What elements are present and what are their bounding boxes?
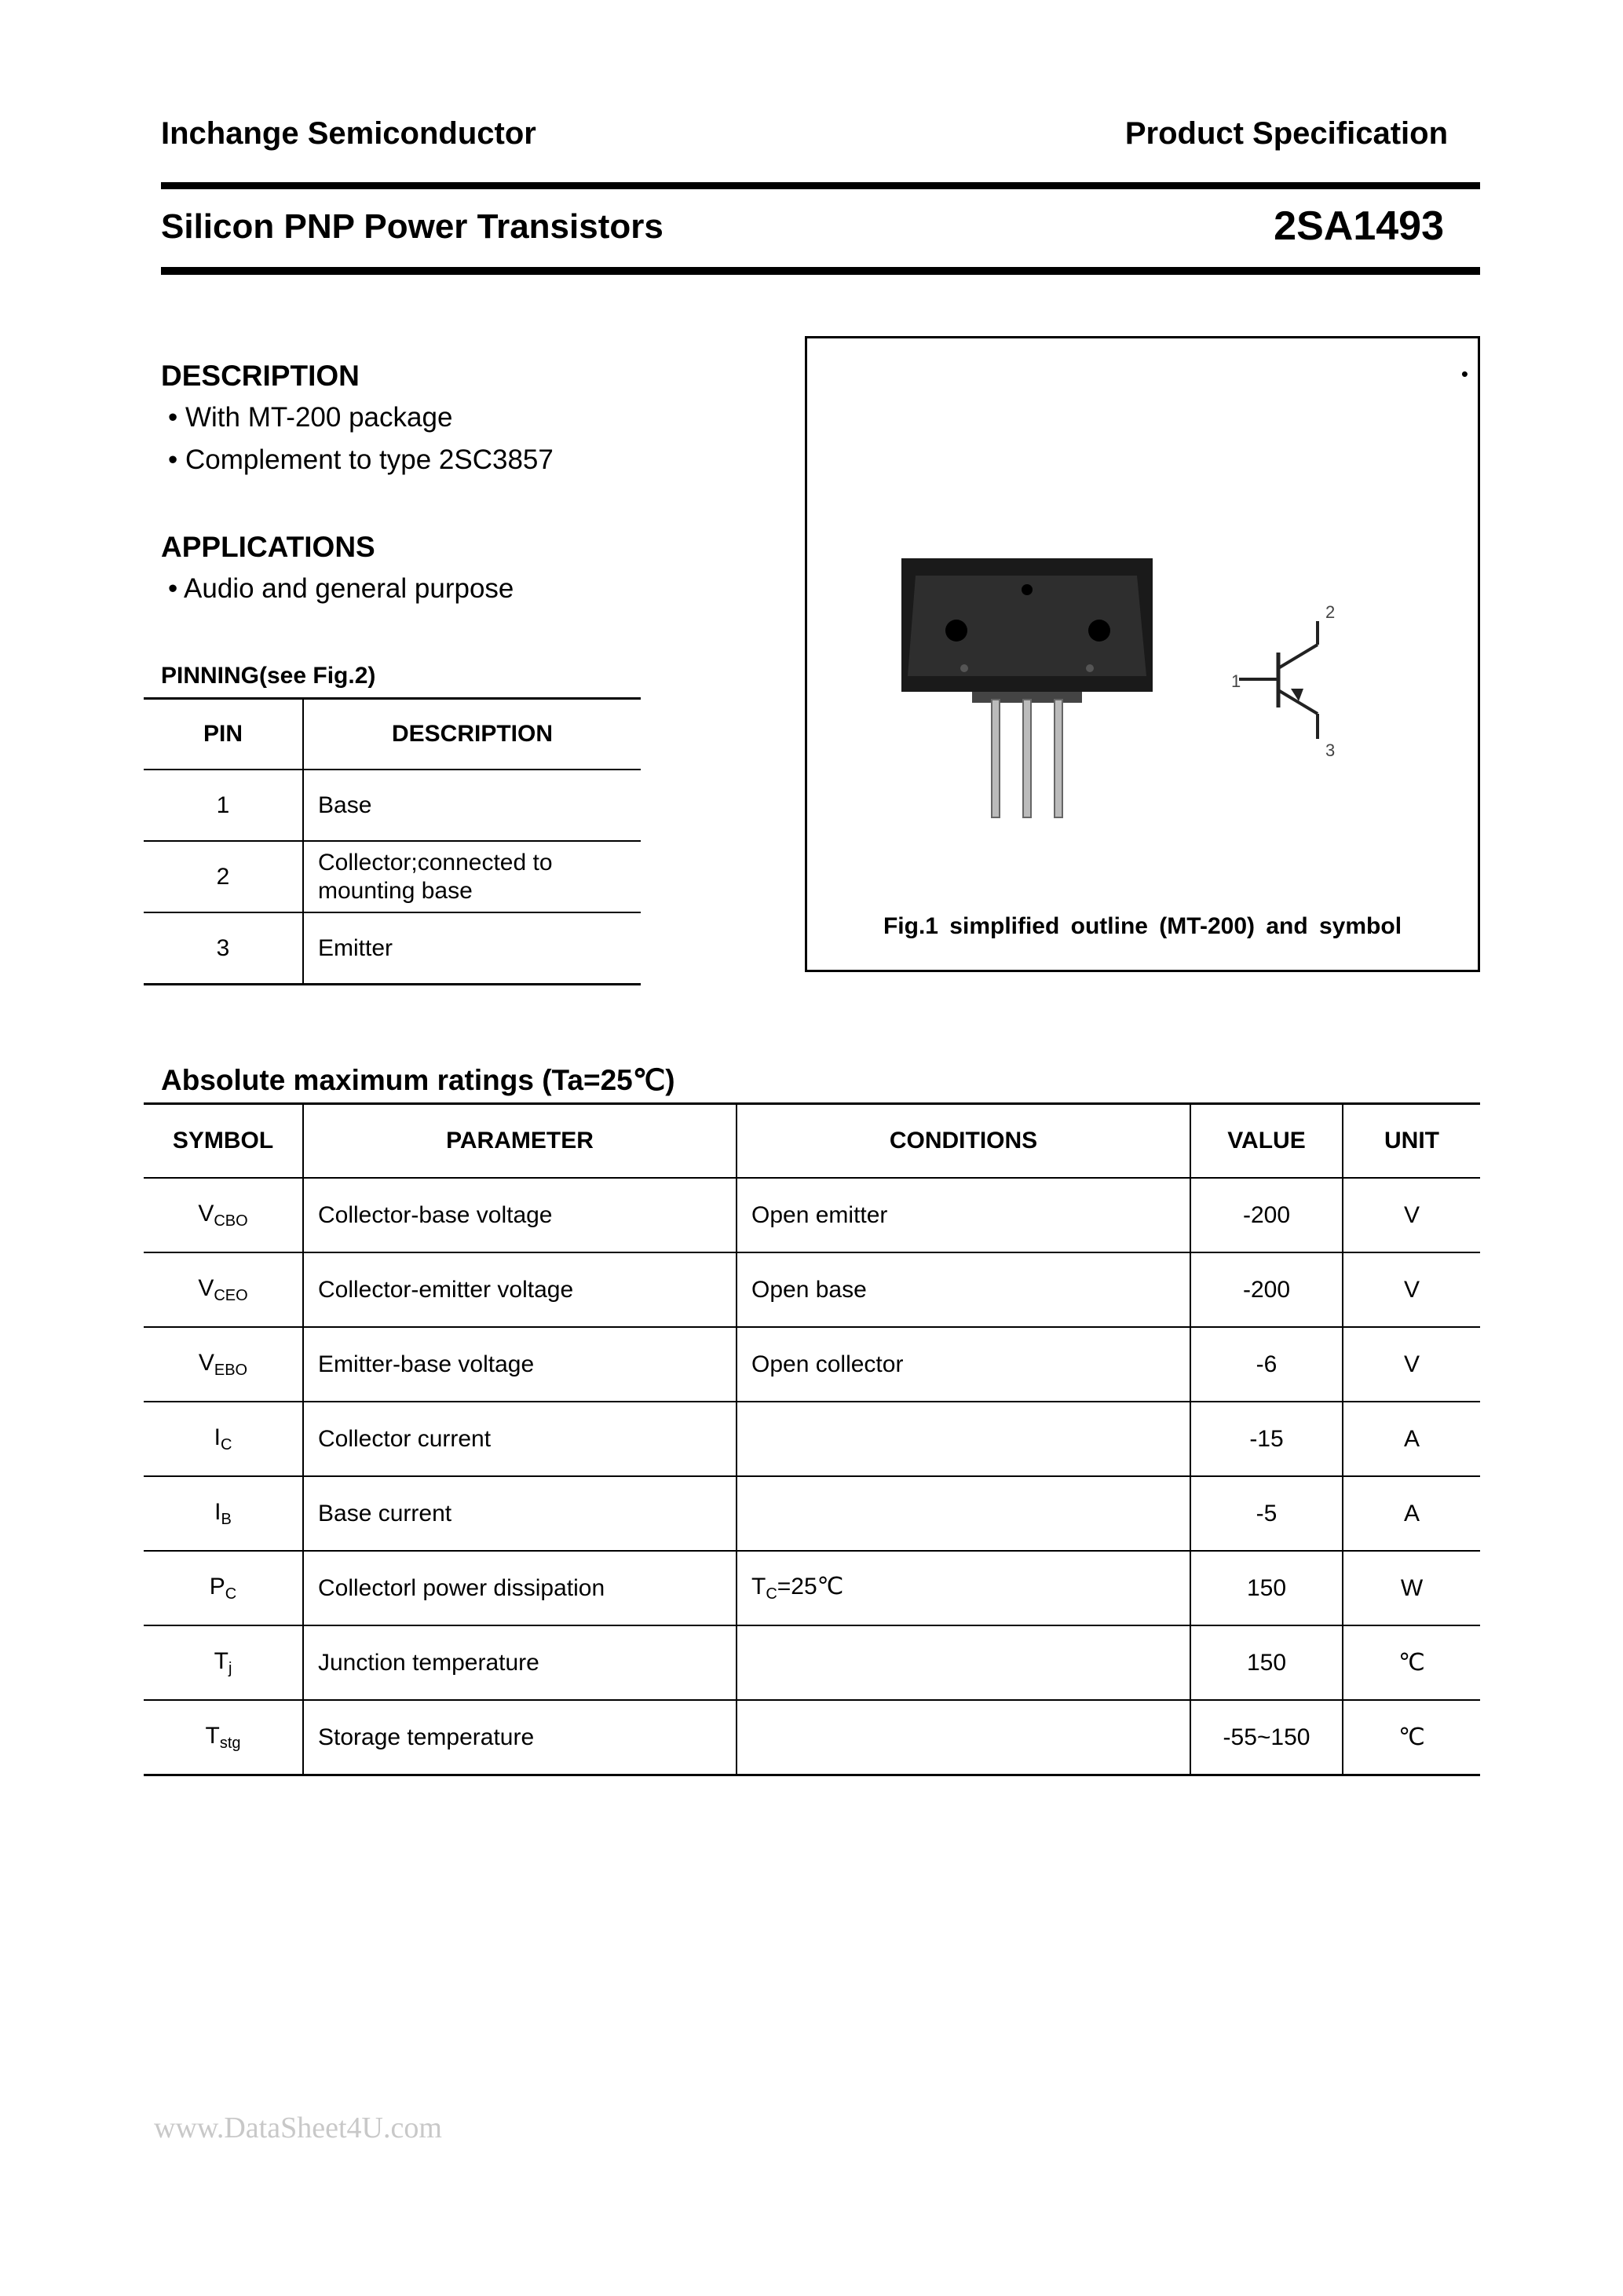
- conditions-cell: Open base: [737, 1252, 1190, 1327]
- pin-description: Collector;connected to mounting base: [318, 849, 553, 904]
- conditions-cell: [737, 1625, 1190, 1700]
- conditions-cell: $T_C=25℃$: [737, 1551, 1190, 1625]
- header-rule-top: [161, 182, 1480, 189]
- pin-number: 1: [144, 770, 303, 841]
- doc-type: Product Specification: [1124, 116, 1448, 151]
- unit-cell: V: [1343, 1252, 1480, 1327]
- symbol-cell: $T_j$: [144, 1625, 303, 1700]
- table-row: [144, 1476, 1480, 1551]
- parameter-cell: Collector-base voltage: [303, 1178, 737, 1252]
- conditions-cell: [737, 1402, 1190, 1476]
- symbol-cell: $P_C$: [144, 1551, 303, 1625]
- pin-description: Base: [318, 792, 372, 818]
- pin-number: 2: [144, 841, 303, 912]
- description-title: DESCRIPTION: [161, 360, 360, 392]
- ratings-title: Absolute maximum ratings (Ta=25℃): [161, 1064, 675, 1096]
- symbol-pin-1-label: 1: [1231, 671, 1241, 691]
- figure-caption: Fig.1 simplified outline (MT-200) and symbol: [883, 913, 1402, 939]
- pinning-title: PINNING(see Fig.2): [161, 663, 376, 689]
- applications-title: APPLICATIONS: [161, 531, 375, 563]
- ratings-table: [144, 1102, 1480, 1776]
- header-rule-bottom: [161, 267, 1480, 275]
- part-number: 2SA1493: [1274, 203, 1444, 249]
- value-header: VALUE: [1190, 1104, 1343, 1179]
- description-item-2: • Complement to type 2SC3857: [168, 444, 554, 475]
- table-row: [144, 1625, 1480, 1700]
- pin-description-header: DESCRIPTION: [391, 721, 554, 747]
- product-line: Silicon PNP Power Transistors: [161, 207, 663, 246]
- unit-cell: W: [1343, 1551, 1480, 1625]
- unit-cell: A: [1343, 1476, 1480, 1551]
- symbol-cell: $V_{CEO}$: [144, 1252, 303, 1327]
- value-cell: -55~150: [1190, 1700, 1343, 1775]
- table-row: [144, 1402, 1480, 1476]
- table-row: [144, 1700, 1480, 1775]
- parameter-cell: Collectorl power dissipation: [303, 1551, 737, 1625]
- table-row: [144, 770, 641, 841]
- parameter-header: PARAMETER: [303, 1104, 737, 1179]
- unit-header: UNIT: [1343, 1104, 1480, 1179]
- value-cell: -200: [1190, 1178, 1343, 1252]
- parameter-cell: Base current: [303, 1476, 737, 1551]
- unit-cell: V: [1343, 1327, 1480, 1402]
- value-cell: -15: [1190, 1402, 1343, 1476]
- parameter-cell: Emitter-base voltage: [303, 1327, 737, 1402]
- pin-number: 3: [144, 912, 303, 985]
- table-row: [144, 1252, 1480, 1327]
- figure-box: [805, 336, 1480, 972]
- parameter-cell: Collector-emitter voltage: [303, 1252, 737, 1327]
- pinning-table: [144, 697, 641, 985]
- table-row: [144, 1327, 1480, 1402]
- symbol-cell: $T_{stg}$: [144, 1700, 303, 1775]
- symbol-pin-2-label: 2: [1325, 602, 1336, 622]
- table-row: [144, 1551, 1480, 1625]
- symbol-pin-3-label: 3: [1325, 740, 1336, 760]
- parameter-cell: Junction temperature: [303, 1625, 737, 1700]
- table-row: [144, 841, 641, 912]
- parameter-cell: Collector current: [303, 1402, 737, 1476]
- description-item-1: • With MT-200 package: [168, 402, 453, 433]
- conditions-cell: Open collector: [737, 1327, 1190, 1402]
- parameter-cell: Storage temperature: [303, 1700, 737, 1775]
- unit-cell: V: [1343, 1178, 1480, 1252]
- table-row: [144, 1178, 1480, 1252]
- symbol-cell: $V_{EBO}$: [144, 1327, 303, 1402]
- conditions-cell: Open emitter: [737, 1178, 1190, 1252]
- pin-description: Emitter: [318, 934, 393, 961]
- value-cell: 150: [1190, 1551, 1343, 1625]
- transistor-package-image: [901, 558, 1176, 825]
- conditions-cell: [737, 1700, 1190, 1775]
- conditions-header: CONDITIONS: [737, 1104, 1190, 1179]
- value-cell: -6: [1190, 1327, 1343, 1402]
- symbol-cell: $I_B$: [144, 1476, 303, 1551]
- symbol-cell: $I_C$: [144, 1402, 303, 1476]
- value-cell: -5: [1190, 1476, 1343, 1551]
- figure-dot: •: [1460, 362, 1468, 386]
- watermark-text: www.DataSheet4U.com: [154, 2111, 442, 2144]
- table-row: [144, 912, 641, 985]
- applications-item-1: • Audio and general purpose: [168, 573, 514, 604]
- conditions-cell: [737, 1476, 1190, 1551]
- symbol-cell: $V_{CBO}$: [144, 1178, 303, 1252]
- symbol-header: SYMBOL: [144, 1104, 303, 1179]
- company-name: Inchange Semiconductor: [161, 116, 536, 151]
- unit-cell: ℃: [1343, 1700, 1480, 1775]
- pin-header: PIN: [144, 699, 303, 770]
- value-cell: -200: [1190, 1252, 1343, 1327]
- value-cell: 150: [1190, 1625, 1343, 1700]
- unit-cell: A: [1343, 1402, 1480, 1476]
- unit-cell: ℃: [1343, 1625, 1480, 1700]
